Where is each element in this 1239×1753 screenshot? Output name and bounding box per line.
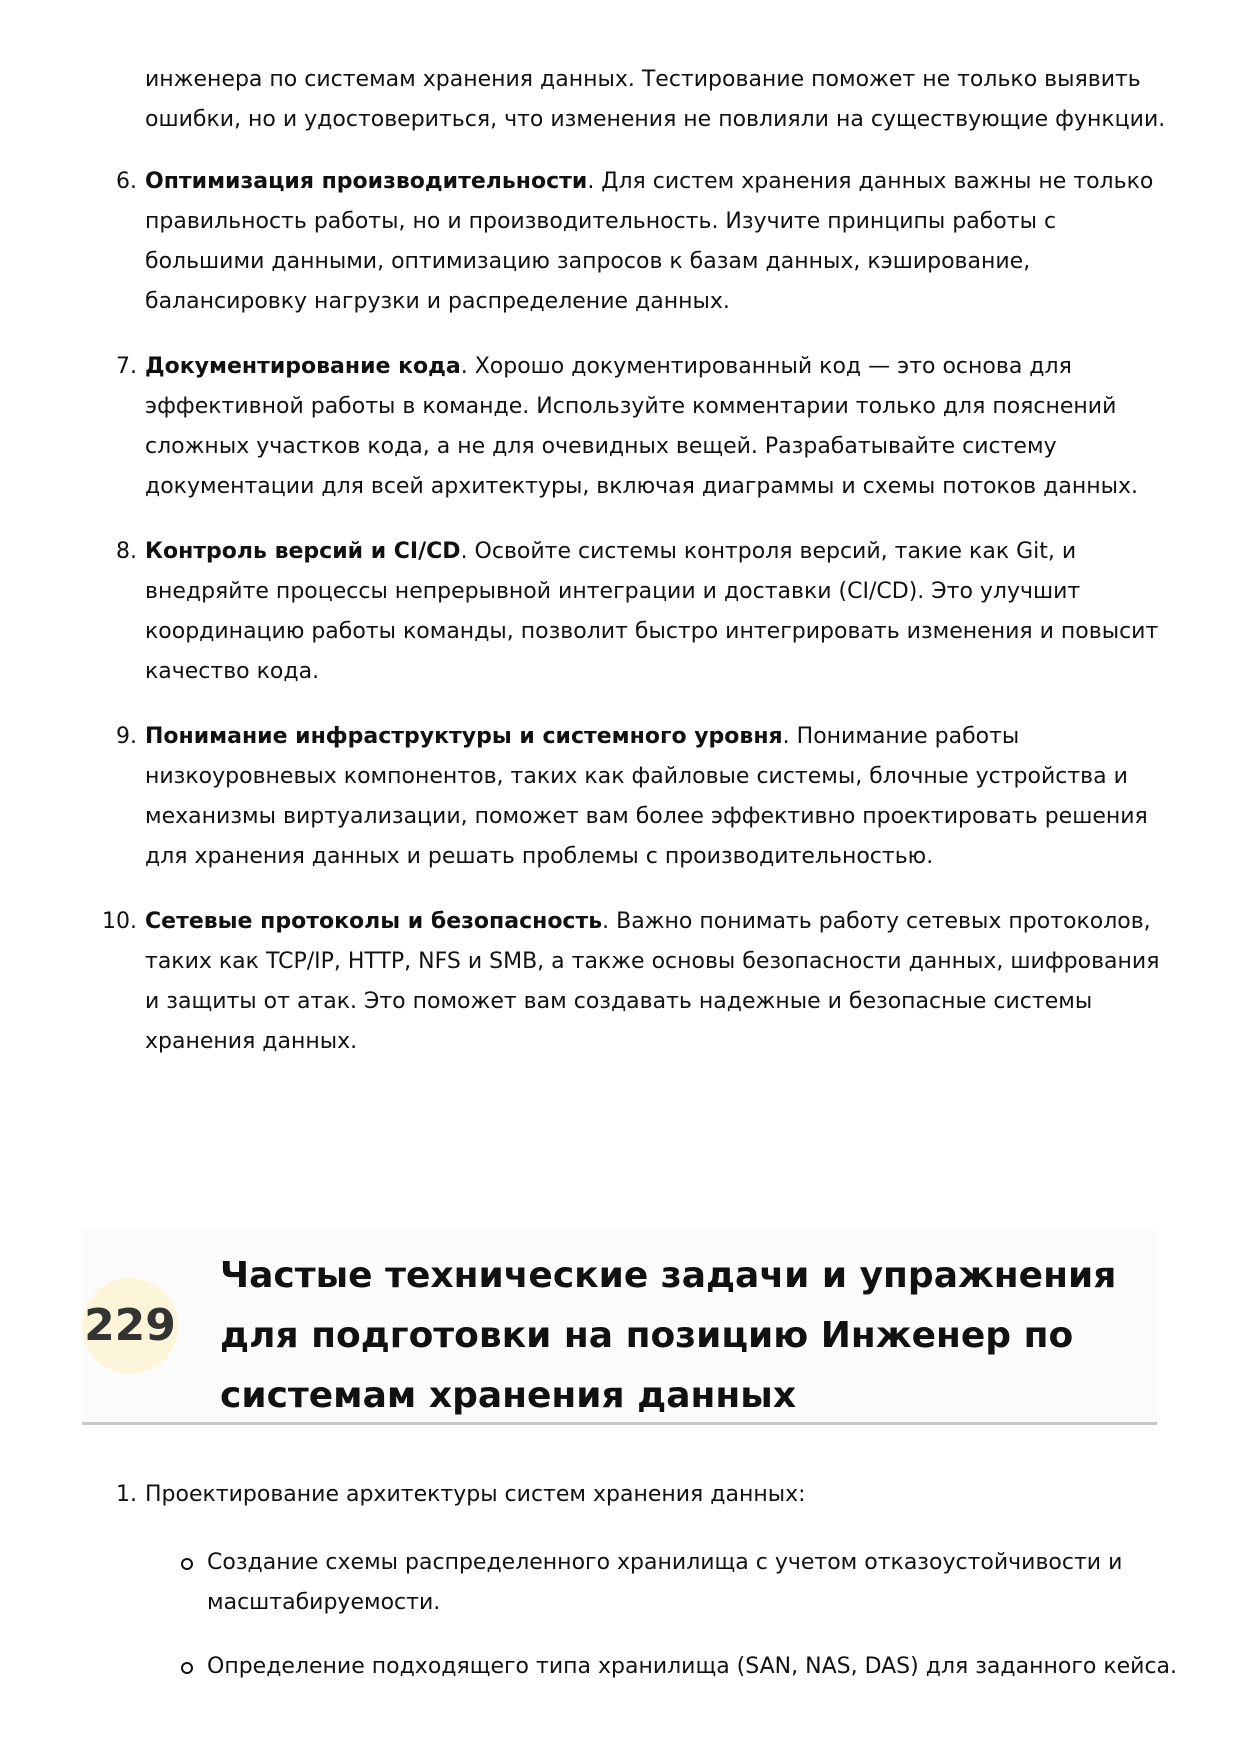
list-item bbox=[0, 902, 1239, 1062]
continuation-line: ошибки, но и удостовериться, что изменения не повлияли на существующие функции. bbox=[145, 107, 1166, 132]
section-header bbox=[82, 1228, 1157, 1425]
sub-list-item bbox=[145, 1647, 1179, 1687]
item-number: 1. bbox=[116, 1482, 137, 1507]
list-item bbox=[0, 1475, 1239, 1687]
list-item bbox=[0, 717, 1239, 877]
item-text: . Важно понимать работу сетевых протоколов, таких как TCP/IP, HTTP, NFS и SMB, а также основы безопасности данных, шифрования и защиты от атак. Это поможет вам создавать надежные и безопасные системы хранения данных. bbox=[145, 909, 1160, 1054]
sub-item-text: Создание схемы распределенного хранилища с учетом отказоустойчивости и масштабируемости. bbox=[207, 1550, 1123, 1615]
section-number-badge: 229 bbox=[82, 1278, 178, 1374]
item-number: 6. bbox=[116, 169, 137, 194]
tasks-list bbox=[0, 1475, 1239, 1711]
sub-item-text: Определение подходящего типа хранилища (SAN, NAS, DAS) для заданного кейса. bbox=[207, 1654, 1178, 1679]
item-text: Проектирование архитектуры систем хранения данных: bbox=[145, 1482, 806, 1507]
item-text: . Освойте системы контроля версий, такие как Git, и внедряйте процессы непрерывной интеграции и доставки (CI/CD). Это улучшит координацию работы команды, позволит быстро интегрировать изменения и повысит качество кода. bbox=[145, 539, 1159, 684]
item-text: . Хорошо документированный код — это основа для эффективной работы в команде. Используйте комментарии только для пояснений сложных участков кода, а не для очевидных вещей. Разрабатывайте систему документации для всей архитектуры, включая диаграммы и схемы потоков данных. bbox=[145, 354, 1138, 499]
item-title: Документирование кода bbox=[145, 354, 461, 379]
item-number: 7. bbox=[116, 354, 137, 379]
item-title: Понимание инфраструктуры и системного уровня bbox=[145, 724, 783, 749]
bullet-circle-icon bbox=[181, 1558, 193, 1570]
item-title: Сетевые протоколы и безопасность bbox=[145, 909, 603, 934]
sub-list-item bbox=[145, 1543, 1179, 1623]
list-item bbox=[0, 162, 1239, 322]
item-title: Контроль версий и CI/CD bbox=[145, 539, 461, 564]
item-number: 10. bbox=[102, 909, 137, 934]
item-number: 9. bbox=[116, 724, 137, 749]
section-title: Частые технические задачи и упражнения для подготовки на позицию Инженер по системам хранения данных bbox=[220, 1255, 1117, 1416]
item-title: Оптимизация производительности bbox=[145, 169, 588, 194]
item-number: 8. bbox=[116, 539, 137, 564]
list-item bbox=[0, 347, 1239, 507]
continuation-line: инженера по системам хранения данных. Тестирование поможет не только выявить bbox=[145, 67, 1141, 92]
sub-list bbox=[145, 1543, 1179, 1687]
continuation-paragraph bbox=[145, 60, 1185, 140]
recommendations-list bbox=[0, 162, 1239, 1087]
list-item bbox=[0, 532, 1239, 692]
bullet-circle-icon bbox=[181, 1662, 193, 1674]
item-text: . Понимание работы низкоуровневых компонентов, таких как файловые системы, блочные устройства и механизмы виртуализации, поможет вам более эффективно проектировать решения для хранения данных и решать проблемы с производительностью. bbox=[145, 724, 1148, 869]
item-text: . Для систем хранения данных важны не только правильность работы, но и производительность. Изучите принципы работы с большими данными, оптимизацию запросов к базам данных, кэширование, балансировку нагрузки и распределение данных. bbox=[145, 169, 1154, 314]
